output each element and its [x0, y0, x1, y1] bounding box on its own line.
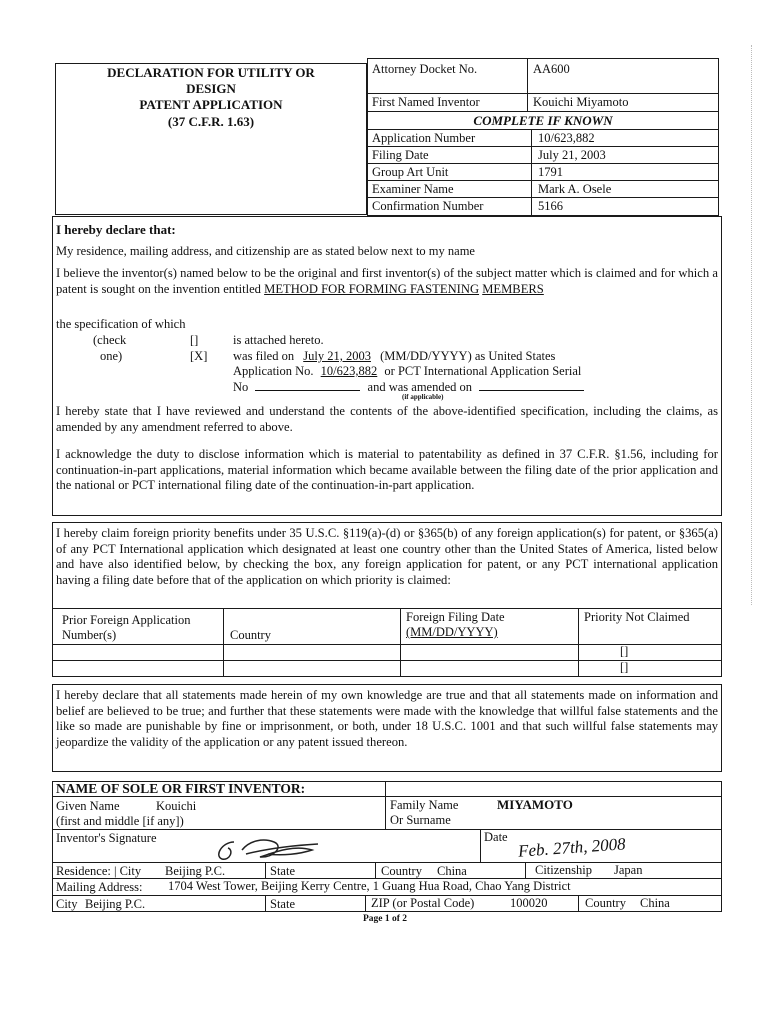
citizenship-label: Citizenship [535, 863, 592, 877]
given-name-label: Given Name [56, 799, 120, 813]
option-attached-checkbox[interactable]: [] [190, 333, 199, 347]
first-middle-note: (first and middle [if any]) [56, 814, 184, 828]
date-label: Date [484, 830, 508, 844]
inventor-heading: NAME OF SOLE OR FIRST INVENTOR: [56, 781, 306, 796]
citizenship-value: Japan [614, 863, 643, 877]
confirmation-number-label: Confirmation Number [372, 199, 484, 213]
app-number-label: Application Number [372, 131, 476, 145]
inventor-belief-paragraph: I believe the inventor(s) named below to be the original and first inventor(s) of the subject matter which is claimed and for which a patent is sought on the invention entitled METHOD FOR FORMING FASTENING MEMBERS [56, 266, 718, 296]
residence-state-label: State [270, 864, 295, 878]
group-art-unit-label: Group Art Unit [372, 165, 449, 179]
examiner-name-value: Mark A. Osele [538, 182, 612, 196]
examiner-name-label: Examiner Name [372, 182, 454, 196]
option-filed-checkbox[interactable]: [X] [190, 349, 208, 363]
page-number: Page 1 of 2 [362, 914, 408, 924]
priority-claim-paragraph: I hereby claim foreign priority benefits under 35 U.S.C. §119(a)-(d) or §365(b) of any foreign application(s) for patent, or §365(a) of any PCT International application which designated at least one country other than the United States of America, listed below and have also identified below, by checking the box, any foreign application for patent, or any PCT international application having a filing date before that of the application on which priority is claimed: [56, 526, 718, 587]
group-art-unit-value: 1791 [538, 165, 563, 179]
form-title-line4: (37 C.F.R. 1.63) [167, 114, 255, 129]
app-no-value: 10/623,882 [320, 364, 378, 378]
spec-of-which: the specification of which [56, 317, 186, 331]
mail-country-label: Country [585, 896, 626, 910]
priority-row2-checkbox[interactable]: [] [620, 660, 629, 674]
docket-label: Attorney Docket No. [372, 62, 478, 76]
filed-date: July 21, 2003 [303, 349, 371, 363]
filing-date-value: July 21, 2003 [538, 148, 606, 162]
docket-value: AA600 [533, 62, 570, 76]
mail-country-value: China [640, 896, 670, 910]
app-no-line: Application No. 10/623,882 or PCT International Application Serial [233, 364, 582, 378]
col-priority-not-claimed: Priority Not Claimed [584, 610, 690, 624]
filed-on-line: was filed on July 21, 2003 (MM/DD/YYYY) as United States [233, 349, 556, 363]
or-surname-label: Or Surname [390, 813, 451, 827]
col-foreign-date-2: (MM/DD/YYYY) [406, 625, 498, 639]
form-title-line1: DECLARATION FOR UTILITY OR [107, 65, 315, 80]
city-label: City [56, 897, 78, 911]
first-inventor-value: Kouichi Miyamoto [533, 95, 629, 109]
check-label-2: one) [100, 349, 123, 363]
residence-city: Beijing P.C. [165, 864, 226, 878]
complete-if-known: COMPLETE IF KNOWN [473, 113, 613, 128]
residence-label: Residence: | City [56, 864, 142, 878]
amended-line: No and was amended on [233, 380, 584, 395]
app-number-value: 10/623,882 [538, 131, 595, 145]
if-applicable-note: (if applicable) [402, 393, 444, 401]
signature-label: Inventor's Signature [56, 831, 157, 845]
check-label-1: (check [93, 333, 127, 347]
option-attached-text: is attached hereto. [233, 333, 324, 347]
given-name-value: Kouichi [156, 799, 197, 813]
form-title-line2: DESIGN [186, 81, 236, 96]
col-foreign-date-1: Foreign Filing Date [406, 610, 505, 624]
invention-title-cont: MEMBERS [482, 281, 544, 296]
residence-country-value: China [437, 864, 467, 878]
scan-edge-marks [751, 45, 753, 605]
col-prior-app-number-1: Prior Foreign Application [62, 613, 191, 627]
family-name-label: Family Name [390, 798, 459, 812]
col-prior-app-number-2: Number(s) [62, 628, 117, 642]
residence-statement: My residence, mailing address, and citizenship are as stated below next to my name [56, 244, 475, 258]
residence-country-label: Country [381, 864, 422, 878]
duty-to-disclose-paragraph: I acknowledge the duty to disclose information which is material to patentability as defined in 37 C.F.R. §1.56, including for continuation-in-part applications, material information which became available between the filing date of the prior application and the national or PCT international filing date of the continuation-in-part application. [56, 447, 718, 493]
city-value: Beijing P.C. [85, 897, 146, 911]
state-label: State [270, 897, 295, 911]
signature-date: Feb. 27th, 2008 [517, 834, 627, 861]
col-country: Country [230, 628, 271, 642]
zip-value: 100020 [510, 896, 548, 910]
first-inventor-label: First Named Inventor [372, 95, 480, 109]
reviewed-paragraph: I hereby state that I have reviewed and understand the contents of the above-identified specification, including the claims, as amended by any amendment referred to above. [56, 404, 718, 434]
family-name-value: MIYAMOTO [497, 797, 573, 812]
invention-title: METHOD FOR FORMING FASTENING [264, 281, 480, 296]
mailing-address-value: 1704 West Tower, Beijing Kerry Centre, 1 Guang Hua Road, Chao Yang District [168, 879, 571, 893]
mailing-address-label: Mailing Address: [56, 880, 143, 894]
zip-label: ZIP (or Postal Code) [371, 896, 475, 910]
false-statement-paragraph: I hereby declare that all statements made herein of my own knowledge are true and that all statements made on information and belief are believed to be true; and further that these statements were made with the knowledge that willful false statements and the like so made are punishable by fine or imprisonment, or both, under 18 U.S.C. 1001 and that such willful false statements may jeopardize the validity of the application or any patent issued thereon. [56, 688, 718, 749]
filing-date-label: Filing Date [372, 148, 429, 162]
inventor-signature [212, 832, 332, 864]
confirmation-number-value: 5166 [538, 199, 563, 213]
form-title-line3: PATENT APPLICATION [139, 97, 283, 112]
priority-row1-checkbox[interactable]: [] [620, 644, 629, 658]
declaration-heading: I hereby declare that: [56, 222, 176, 237]
